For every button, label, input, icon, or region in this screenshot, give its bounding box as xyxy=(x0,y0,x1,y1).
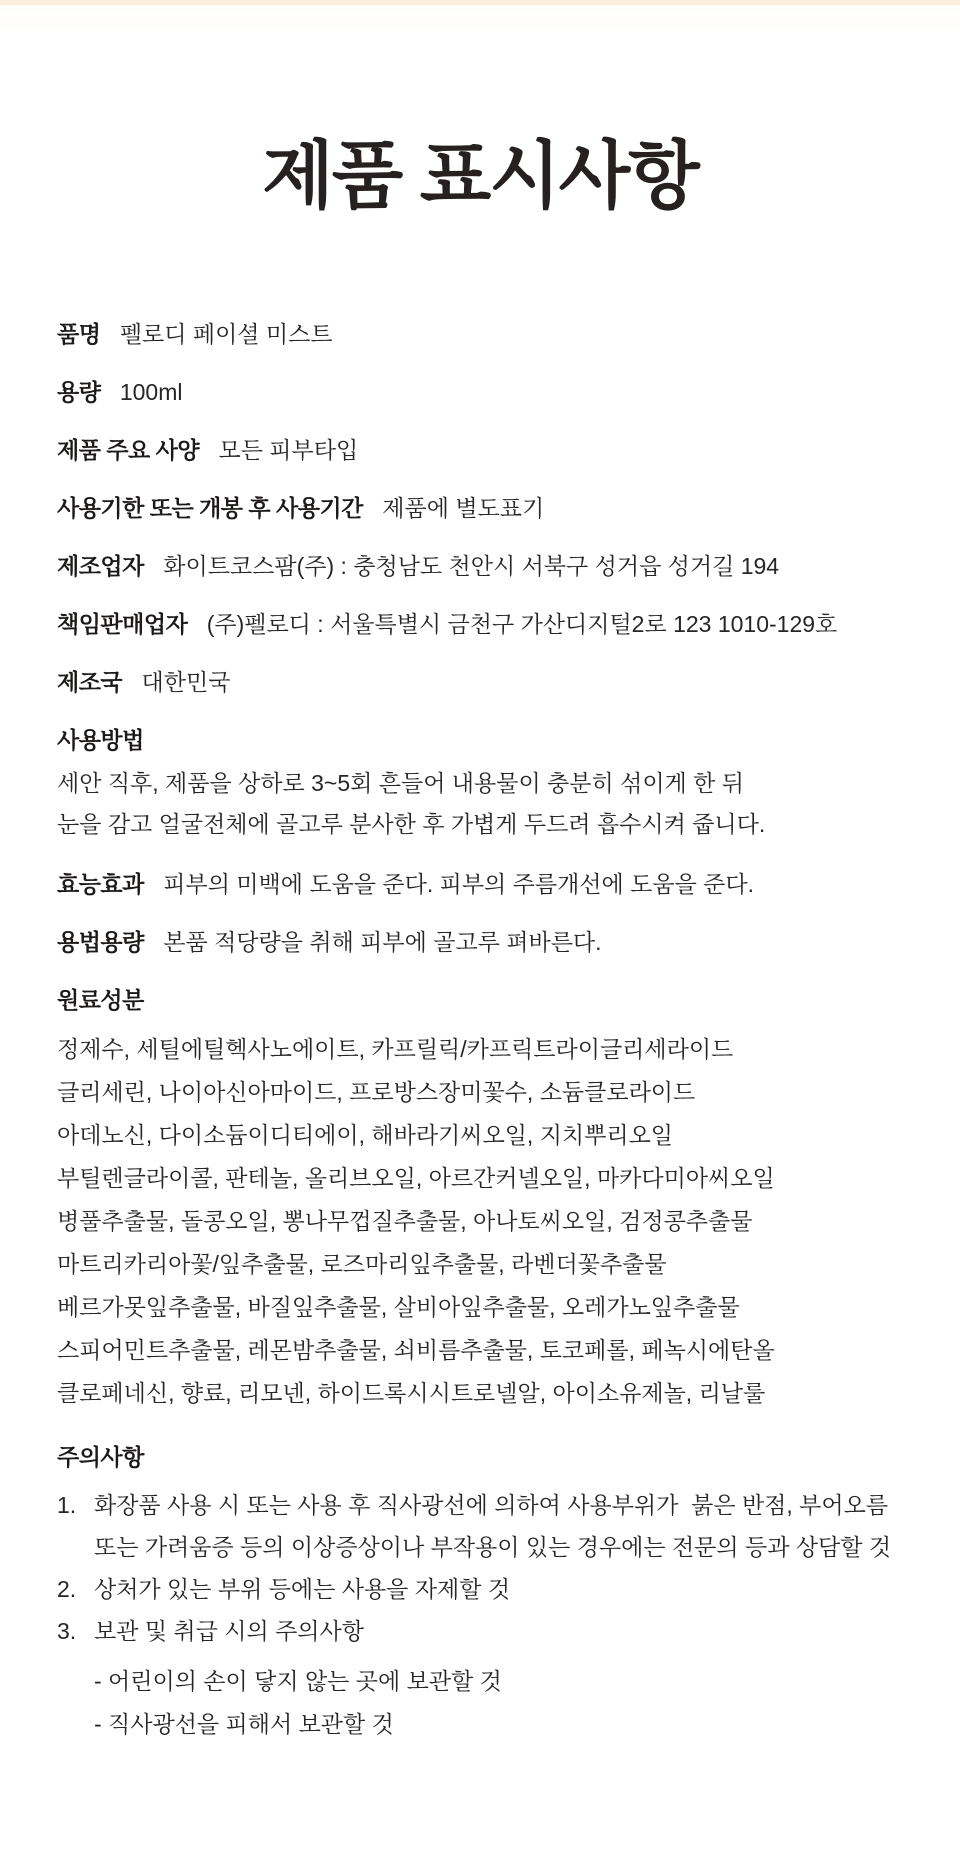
caution-item xyxy=(57,1610,903,1746)
caution-subitems xyxy=(94,1660,903,1746)
field-label: 용법용량 xyxy=(57,929,144,955)
ingredient-line: 아데노신, 다이소듐이디티에이, 해바라기씨오일, 지치뿌리오일 xyxy=(57,1122,674,1148)
caution-number: 3. xyxy=(57,1618,77,1644)
caution-line: 보관 및 취급 시의 주의사항 xyxy=(94,1618,364,1644)
field-row-seller xyxy=(57,612,903,637)
field-value: 본품 적당량을 취해 피부에 골고루 펴바른다. xyxy=(163,929,602,955)
ingredient-line: 글리세린, 나이아신아마이드, 프로방스장미꽃수, 소듐클로라이드 xyxy=(57,1079,696,1105)
field-label: 용량 xyxy=(57,379,101,405)
ingredient-line: 정제수, 세틸에틸헥사노에이트, 카프릴릭/카프릭트라이글리세라이드 xyxy=(57,1036,734,1062)
field-row-spec xyxy=(57,438,903,463)
ingredient-line: 베르가못잎추출물, 바질잎추출물, 살비아잎추출물, 오레가노잎추출물 xyxy=(57,1294,740,1320)
caution-subitem: - 어린이의 손이 닿지 않는 곳에 보관할 것 xyxy=(94,1668,502,1694)
usage-line: 눈을 감고 얼굴전체에 골고루 분사한 후 가볍게 두드려 흡수시켜 줍니다. xyxy=(57,811,766,837)
field-value: 제품에 별도표기 xyxy=(382,495,545,521)
field-row-volume xyxy=(57,380,903,405)
ingredient-line: 클로페네신, 향료, 리모넨, 하이드록시시트로넬알, 아이소유제놀, 리날룰 xyxy=(57,1380,766,1406)
ingredient-line: 스피어민트추출물, 레몬밤추출물, 쇠비름추출물, 토코페롤, 페녹시에탄올 xyxy=(57,1337,775,1363)
field-label: 책임판매업자 xyxy=(57,611,188,637)
product-info-content xyxy=(0,220,960,1826)
caution-line: 화장품 사용 시 또는 사용 후 직사광선에 의하여 사용부위가 붉은 반점, 부어오름 xyxy=(94,1492,889,1518)
field-label: 사용기한 또는 개봉 후 사용기간 xyxy=(57,495,363,521)
field-row-expiration xyxy=(57,496,903,521)
field-row-country xyxy=(57,670,903,695)
caution-item xyxy=(57,1484,903,1568)
field-value: 펠로디 페이셜 미스트 xyxy=(119,321,333,347)
usage-line: 세안 직후, 제품을 상하로 3~5회 흔들어 내용물이 충분히 섞이게 한 뒤 xyxy=(57,770,744,796)
field-label: 제조업자 xyxy=(57,553,144,579)
top-fade-band xyxy=(0,5,960,35)
ingredients-list xyxy=(57,1028,903,1415)
ingredient-line: 부틸렌글라이콜, 판테놀, 올리브오일, 아르간커넬오일, 마카다미아씨오일 xyxy=(57,1165,775,1191)
caution-line: 상처가 있는 부위 등에는 사용을 자제할 것 xyxy=(94,1576,511,1602)
caution-body xyxy=(94,1484,903,1568)
field-label: 제품 주요 사양 xyxy=(57,437,200,463)
field-row-product-name xyxy=(57,322,903,347)
field-row-efficacy xyxy=(57,872,903,897)
field-label: 효능효과 xyxy=(57,871,144,897)
caution-body xyxy=(94,1568,903,1610)
field-value: 화이트코스팜(주) : 충청남도 천안시 서북구 성거읍 성거길 194 xyxy=(163,553,780,579)
section-heading-usage: 사용방법 xyxy=(57,727,144,753)
cautions-list xyxy=(57,1484,903,1746)
caution-number: 1. xyxy=(57,1492,77,1518)
field-label: 제조국 xyxy=(57,669,123,695)
field-label: 품명 xyxy=(57,321,101,347)
caution-item xyxy=(57,1568,903,1610)
section-heading-ingredients: 원료성분 xyxy=(57,987,144,1013)
page-title: 제품 표시사항 xyxy=(262,134,698,217)
field-row-dosage xyxy=(57,930,903,955)
section-heading-cautions: 주의사항 xyxy=(57,1444,144,1470)
field-value: 피부의 미백에 도움을 준다. 피부의 주름개선에 도움을 준다. xyxy=(163,871,755,897)
caution-number: 2. xyxy=(57,1576,77,1602)
ingredient-line: 마트리카리아꽃/잎추출물, 로즈마리잎추출물, 라벤더꽃추출물 xyxy=(57,1251,667,1277)
caution-subitem: - 직사광선을 피해서 보관할 것 xyxy=(94,1711,394,1737)
caution-line: 또는 가려움증 등의 이상증상이나 부작용이 있는 경우에는 전문의 등과 상담할 것 xyxy=(94,1534,892,1560)
field-row-manufacturer xyxy=(57,554,903,579)
field-value: 대한민국 xyxy=(141,669,231,695)
field-value: 모든 피부타입 xyxy=(218,437,359,463)
field-value: (주)펠로디 : 서울특별시 금천구 가산디지털2로 123 1010-129호 xyxy=(206,611,838,637)
field-value: 100ml xyxy=(119,379,183,405)
ingredient-line: 병풀추출물, 돌콩오일, 뽕나무껍질추출물, 아나토씨오일, 검정콩추출물 xyxy=(57,1208,753,1234)
caution-body xyxy=(94,1610,903,1746)
